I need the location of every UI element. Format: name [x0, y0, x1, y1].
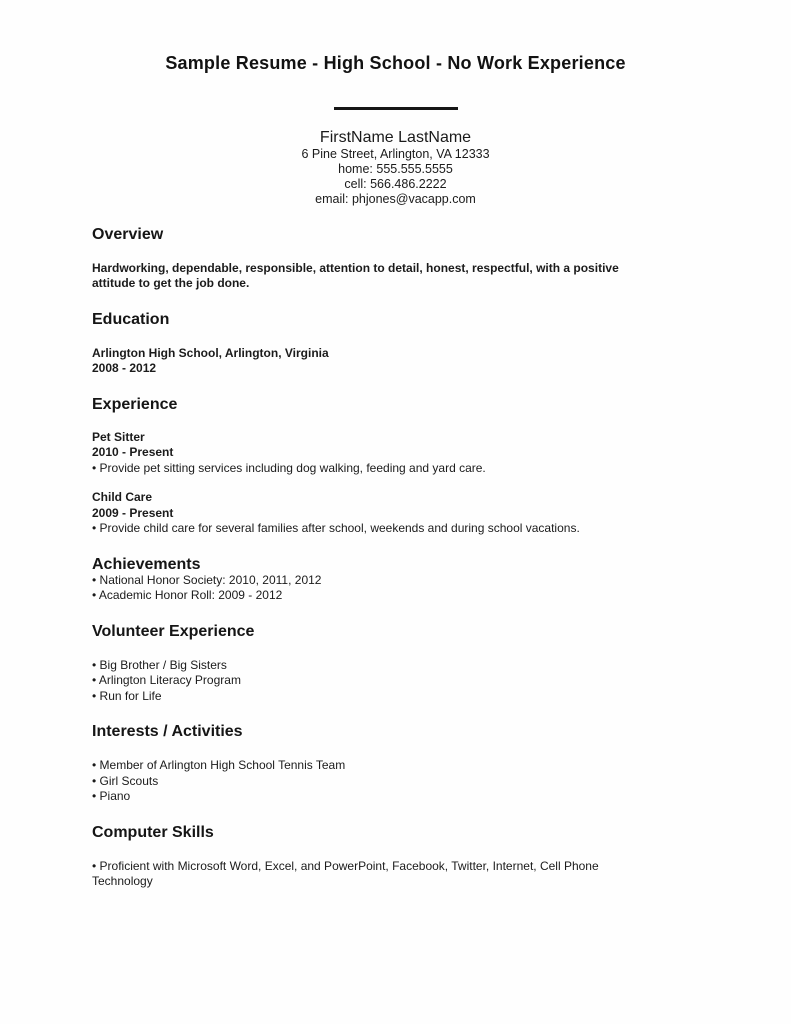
job-dates: 2009 - Present — [92, 505, 174, 520]
achievements-heading: Achievements — [92, 555, 201, 573]
job-bullet: • Provide child care for several families after school, weekends and during school vacations. — [92, 521, 580, 535]
interests-list — [92, 758, 699, 805]
text-line: • Proficient with Microsoft Word, Excel, and PowerPoint, Facebook, Twitter, Internet, Cell Phone — [92, 858, 599, 873]
experience-job-pet-sitter — [92, 430, 699, 477]
section-education — [92, 311, 699, 377]
text-line: • Big Brother / Big Sisters — [92, 657, 227, 672]
achievements-list — [92, 573, 699, 604]
text-line: • Piano — [92, 789, 131, 803]
contact-home-phone: home: 555.555.5555 — [338, 161, 453, 176]
experience-heading: Experience — [92, 395, 178, 413]
experience-job-child-care — [92, 490, 699, 537]
contact-address: 6 Pine Street, Arlington, VA 12333 — [301, 146, 490, 161]
title-divider-line — [334, 107, 458, 110]
document-title: Sample Resume - High School - No Work Experience — [165, 53, 626, 73]
overview-text — [92, 261, 699, 292]
text-line: 2008 - 2012 — [92, 361, 157, 375]
volunteer-heading: Volunteer Experience — [92, 622, 255, 640]
section-computer-skills — [92, 824, 699, 890]
resume-document — [92, 0, 699, 890]
text-line: • Academic Honor Roll: 2009 - 2012 — [92, 588, 283, 602]
job-dates: 2010 - Present — [92, 445, 174, 459]
section-volunteer-experience — [92, 623, 699, 705]
overview-heading: Overview — [92, 225, 164, 243]
text-line: • Run for Life — [92, 688, 162, 703]
contact-email: email: phjones@vacapp.com — [315, 191, 476, 206]
contact-block — [92, 129, 699, 207]
contact-name: FirstName LastName — [319, 128, 472, 146]
computer-skills-text — [92, 859, 699, 890]
volunteer-list — [92, 658, 699, 705]
section-experience — [92, 396, 699, 537]
section-interests-activities — [92, 723, 699, 805]
text-line: • Arlington Literacy Program — [92, 673, 241, 687]
text-line: Technology — [92, 874, 153, 888]
interests-heading: Interests / Activities — [92, 723, 243, 740]
education-heading: Education — [92, 310, 170, 328]
text-line: • National Honor Society: 2010, 2011, 2012 — [92, 572, 322, 587]
computer-skills-heading: Computer Skills — [92, 823, 214, 841]
section-overview — [92, 226, 699, 292]
text-line: Hardworking, dependable, responsible, attention to detail, honest, respectful, with a positive — [92, 260, 619, 275]
job-title: Child Care — [92, 490, 153, 504]
text-line: Arlington High School, Arlington, Virginia — [92, 345, 329, 360]
text-line: • Member of Arlington High School Tennis Team — [92, 758, 346, 772]
job-bullet: • Provide pet sitting services including dog walking, feeding and yard care. — [92, 460, 486, 475]
section-achievements — [92, 556, 699, 604]
job-title: Pet Sitter — [92, 429, 145, 444]
contact-cell-phone: cell: 566.486.2222 — [344, 176, 447, 191]
education-details — [92, 346, 699, 377]
text-line: attitude to get the job done. — [92, 276, 250, 290]
text-line: • Girl Scouts — [92, 773, 159, 788]
